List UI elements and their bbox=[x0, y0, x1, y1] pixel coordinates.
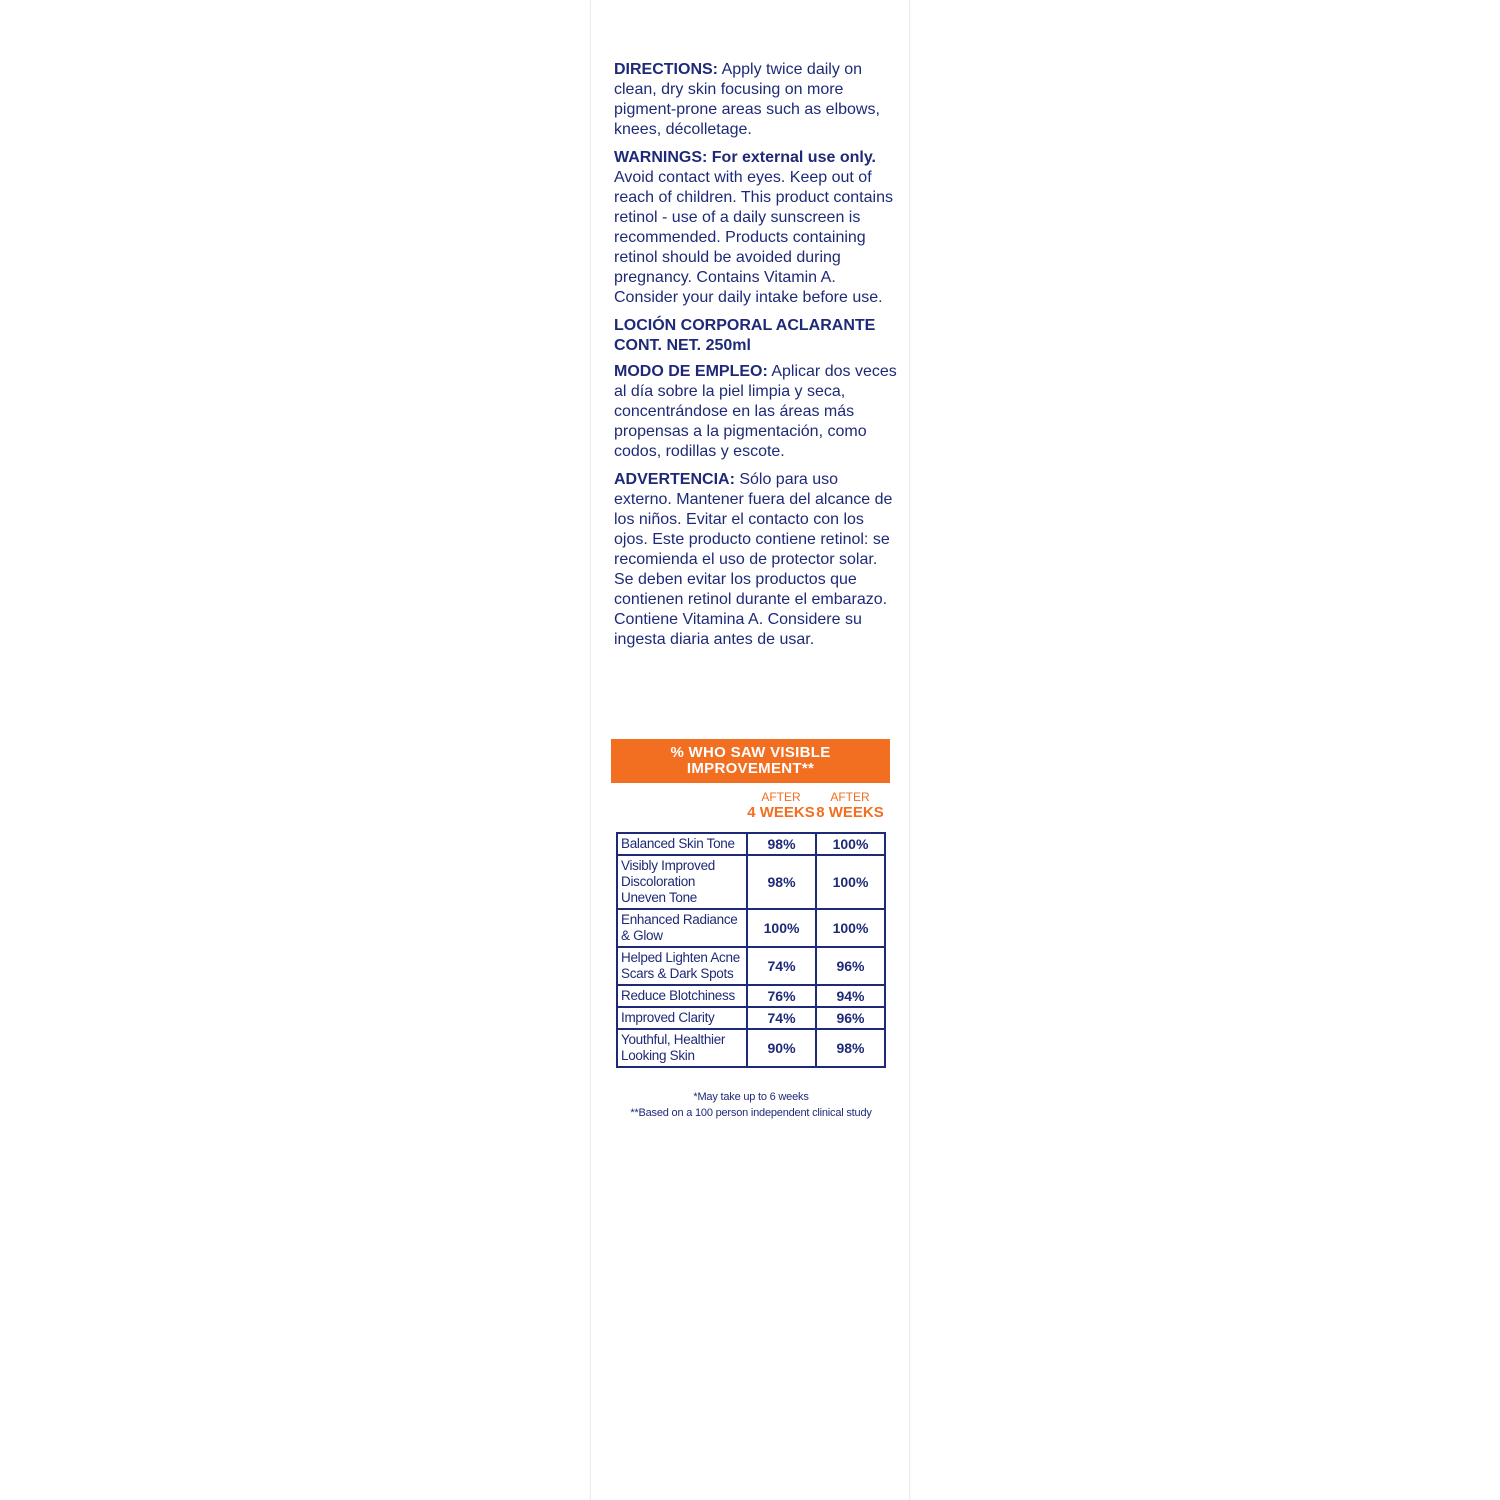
value-8-weeks: 98% bbox=[816, 1029, 885, 1067]
table-row bbox=[617, 1029, 885, 1067]
row-label: Enhanced Radiance & Glow bbox=[617, 909, 747, 947]
table-row bbox=[617, 1007, 885, 1029]
column-header-small: AFTER bbox=[830, 790, 870, 804]
advertencia-paragraph bbox=[614, 470, 899, 650]
spanish-title bbox=[614, 316, 899, 356]
column-header-4-weeks bbox=[746, 790, 816, 822]
row-label: Improved Clarity bbox=[617, 1007, 747, 1029]
value-4-weeks: 90% bbox=[747, 1029, 816, 1067]
value-4-weeks: 76% bbox=[747, 985, 816, 1007]
row-label: Youthful, Healthier Looking Skin bbox=[617, 1029, 747, 1067]
value-8-weeks: 100% bbox=[816, 833, 885, 855]
value-4-weeks: 74% bbox=[747, 1007, 816, 1029]
row-label: Balanced Skin Tone bbox=[617, 833, 747, 855]
value-8-weeks: 96% bbox=[816, 1007, 885, 1029]
improvement-banner bbox=[611, 739, 890, 783]
value-8-weeks: 100% bbox=[816, 855, 885, 909]
value-8-weeks: 96% bbox=[816, 947, 885, 985]
table-row bbox=[617, 909, 885, 947]
advertencia-text: Sólo para uso externo. Mantener fuera del alcance de los niños. Evitar el contacto con los ojos. Este producto contiene retinol: se recomienda el uso de protector solar. Se deben evitar los productos que contienen retinol durante el embarazo. Contiene Vitamina A. Considere su ingesta diaria antes de usar. bbox=[614, 471, 893, 648]
banner-line1: % WHO SAW VISIBLE bbox=[670, 744, 831, 761]
modo-paragraph bbox=[614, 362, 899, 462]
results-table-body bbox=[617, 833, 885, 1067]
directions-text: Apply twice daily on clean, dry skin focusing on more pigment-prone areas such as elbows, knees, décolletage. bbox=[614, 61, 880, 138]
label-text-block bbox=[614, 60, 899, 658]
value-4-weeks: 100% bbox=[747, 909, 816, 947]
spanish-title-line2: CONT. NET. 250ml bbox=[614, 337, 751, 354]
table-row bbox=[617, 947, 885, 985]
modo-label: MODO DE EMPLEO: bbox=[614, 363, 768, 380]
advertencia-label: ADVERTENCIA: bbox=[614, 471, 735, 488]
warnings-label: WARNINGS: For external use only. bbox=[614, 149, 876, 166]
value-4-weeks: 98% bbox=[747, 833, 816, 855]
label-panel bbox=[590, 0, 910, 1500]
banner-line2: IMPROVEMENT** bbox=[686, 760, 815, 777]
table-row bbox=[617, 985, 885, 1007]
row-label: Visibly Improved Discoloration Uneven Tone bbox=[617, 855, 747, 909]
footnote-2: **Based on a 100 person independent clinical study bbox=[630, 1107, 872, 1119]
row-label: Helped Lighten Acne Scars & Dark Spots bbox=[617, 947, 747, 985]
table-row bbox=[617, 833, 885, 855]
modo-text: Aplicar dos veces al día sobre la piel limpia y seca, concentrándose en las áreas más propensas a la pigmentación, como codos, rodillas y escote. bbox=[614, 363, 897, 460]
footnotes bbox=[606, 1089, 896, 1121]
value-4-weeks: 98% bbox=[747, 855, 816, 909]
column-header-big: 8 WEEKS bbox=[816, 804, 884, 821]
column-header-big: 4 WEEKS bbox=[747, 804, 815, 821]
warnings-text: Avoid contact with eyes. Keep out of reach of children. This product contains retinol - use of a daily sunscreen is recommended. Products containing retinol should be avoided during pregnancy. Contains Vitamin A. Consider your daily intake before use. bbox=[614, 169, 893, 306]
footnote-1: *May take up to 6 weeks bbox=[693, 1091, 809, 1103]
directions-label: DIRECTIONS: bbox=[614, 61, 718, 78]
column-header-8-weeks bbox=[815, 790, 885, 822]
directions-paragraph bbox=[614, 60, 899, 140]
column-header-small: AFTER bbox=[761, 790, 801, 804]
results-table bbox=[616, 832, 886, 1068]
warnings-paragraph bbox=[614, 148, 899, 308]
table-row bbox=[617, 855, 885, 909]
value-4-weeks: 74% bbox=[747, 947, 816, 985]
value-8-weeks: 100% bbox=[816, 909, 885, 947]
row-label: Reduce Blotchiness bbox=[617, 985, 747, 1007]
value-8-weeks: 94% bbox=[816, 985, 885, 1007]
spanish-title-line1: LOCIÓN CORPORAL ACLARANTE bbox=[614, 317, 876, 334]
